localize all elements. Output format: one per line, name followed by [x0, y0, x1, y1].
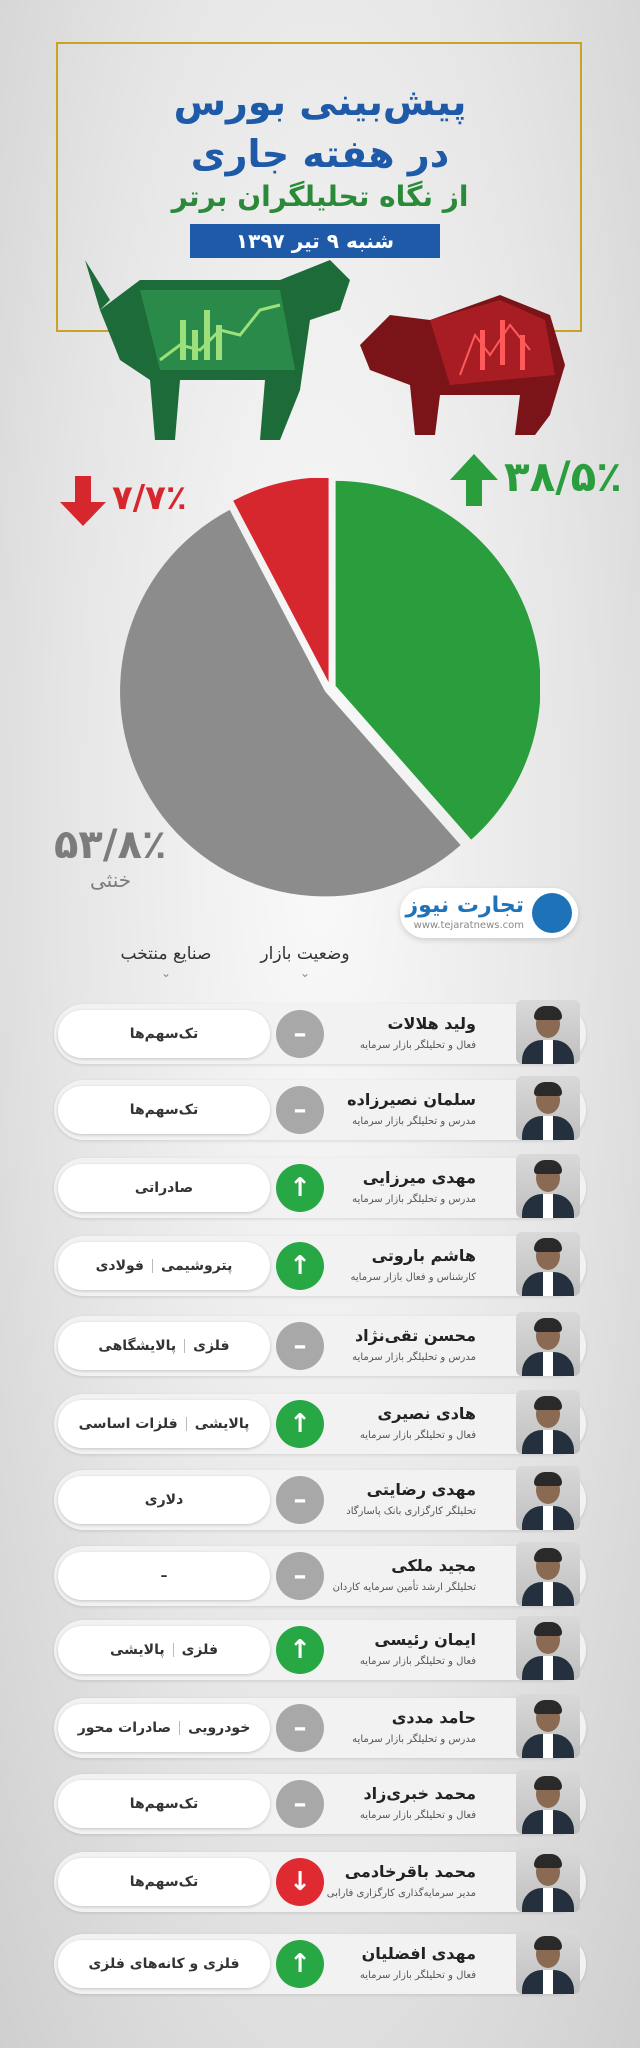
industry-label: فلزات اساسی [78, 1416, 178, 1432]
avatar [516, 1000, 580, 1064]
industry-label: پالایشی [194, 1416, 250, 1432]
arrow-up-icon: ↑ [276, 1940, 324, 1988]
analyst-name: مهدی افضلیان [361, 1944, 476, 1963]
industry-label: صادرات محور [77, 1720, 172, 1736]
chevron-down-icon: ⌄ [299, 966, 311, 980]
analyst-row [54, 1394, 586, 1454]
forecast-pie-chart [120, 478, 540, 898]
industry-label: فولادی [95, 1258, 144, 1274]
arrow-up-icon: ↑ [276, 1400, 324, 1448]
down-arrow-icon [58, 474, 108, 528]
analyst-row [54, 1698, 586, 1758]
avatar [516, 1694, 580, 1758]
tejaratnews-logo[interactable] [400, 888, 578, 938]
industry-label: پالایشگاهی [98, 1338, 177, 1354]
analyst-name: حامد مددی [391, 1708, 476, 1727]
column-header-status-label: وضعیت بازار [260, 944, 350, 964]
column-header-status [225, 944, 385, 980]
analyst-role: مدرس و تحلیلگر بازار سرمایه [352, 1352, 476, 1363]
industries-pill [58, 1858, 270, 1906]
industry-label: – [160, 1568, 168, 1584]
analyst-name: ولید هلالات [387, 1014, 476, 1033]
avatar [516, 1154, 580, 1218]
analyst-role: فعال و تحلیلگر بازار سرمایه [359, 1810, 476, 1821]
column-header-industries-label: صنایع منتخب [120, 944, 212, 964]
avatar [516, 1312, 580, 1376]
analyst-role: تحلیلگر ارشد تأمین سرمایه کاردان [332, 1582, 476, 1593]
industry-label: فلزی و کانه‌های فلزی [88, 1956, 240, 1972]
bull-illustration [80, 250, 360, 440]
minus-icon: – [276, 1010, 324, 1058]
logo-mark-icon [532, 893, 572, 933]
analyst-row [54, 1546, 586, 1606]
analyst-role: فعال و تحلیلگر بازار سرمایه [359, 1970, 476, 1981]
arrow-up-icon: ↑ [276, 1164, 324, 1212]
industry-label: فلزی [181, 1642, 219, 1658]
analyst-row [54, 1934, 586, 1994]
minus-icon: – [276, 1552, 324, 1600]
column-header-industries [86, 944, 246, 980]
industry-label: دلاری [144, 1492, 184, 1508]
arrow-down-icon: ↓ [276, 1858, 324, 1906]
industries-pill [58, 1086, 270, 1134]
pie-label-down: ۷/۷٪ [112, 478, 187, 518]
industry-separator [173, 1643, 174, 1657]
avatar [516, 1076, 580, 1140]
analyst-row [54, 1470, 586, 1530]
industry-label: پالایشی [109, 1642, 165, 1658]
avatar [516, 1232, 580, 1296]
industries-pill [58, 1704, 270, 1752]
industry-separator [184, 1339, 185, 1353]
industries-pill [58, 1400, 270, 1448]
analyst-name: مهدی رضایتی [366, 1480, 476, 1499]
industries-pill [58, 1010, 270, 1058]
date-banner: شنبه ۹ تیر ۱۳۹۷ [190, 224, 440, 258]
minus-icon: – [276, 1322, 324, 1370]
analyst-name: سلمان نصیرزاده [347, 1090, 476, 1109]
analyst-name: هادی نصیری [377, 1404, 476, 1423]
avatar [516, 1390, 580, 1454]
chevron-down-icon: ⌄ [160, 966, 172, 980]
pie-label-up: ۳۸/۵٪ [504, 452, 622, 501]
industry-label: تک‌سهم‌ها [129, 1874, 199, 1890]
industries-pill [58, 1780, 270, 1828]
industry-label: تک‌سهم‌ها [129, 1796, 199, 1812]
pie-label-neutral-name: خنثی [90, 868, 132, 892]
minus-icon: – [276, 1780, 324, 1828]
analyst-row [54, 1158, 586, 1218]
industries-pill [58, 1242, 270, 1290]
minus-icon: – [276, 1086, 324, 1134]
industries-pill [58, 1626, 270, 1674]
industry-label: فلزی [193, 1338, 230, 1354]
logo-name: تجارت نیوز [405, 893, 524, 918]
industries-pill [58, 1476, 270, 1524]
industry-label: صادراتی [134, 1180, 194, 1196]
minus-icon: – [276, 1476, 324, 1524]
analyst-role: مدیر سرمایه‌گذاری کارگزاری فارابی [326, 1888, 476, 1899]
avatar [516, 1930, 580, 1994]
industries-pill [58, 1552, 270, 1600]
analyst-role: فعال و تحلیلگر بازار سرمایه [359, 1040, 476, 1051]
arrow-up-icon: ↑ [276, 1242, 324, 1290]
industry-label: خودرویی [188, 1720, 251, 1736]
minus-icon: – [276, 1704, 324, 1752]
industry-separator [186, 1417, 187, 1431]
avatar [516, 1466, 580, 1530]
analyst-role: مدرس و تحلیلگر بازار سرمایه [352, 1194, 476, 1205]
avatar [516, 1848, 580, 1912]
industries-pill [58, 1164, 270, 1212]
logo-url: www.tejaratnews.com [413, 920, 524, 931]
avatar [516, 1616, 580, 1680]
analyst-row [54, 1316, 586, 1376]
page-title: پیش‌بینی بورس [173, 80, 467, 124]
analyst-role: فعال و تحلیلگر بازار سرمایه [359, 1430, 476, 1441]
analyst-row [54, 1620, 586, 1680]
analyst-row [54, 1004, 586, 1064]
industry-separator [152, 1259, 153, 1273]
page-subtitle: از نگاه تحلیلگران برتر [171, 180, 469, 213]
analyst-row [54, 1774, 586, 1834]
analyst-name: مهدی میرزایی [362, 1168, 476, 1187]
industries-pill [58, 1940, 270, 1988]
analyst-role: تحلیلگر کارگزاری بانک پاسارگاد [346, 1506, 476, 1517]
analyst-name: ایمان رئیسی [374, 1630, 476, 1649]
analyst-row [54, 1236, 586, 1296]
analyst-row [54, 1852, 586, 1912]
industry-label: تک‌سهم‌ها [129, 1102, 199, 1118]
analyst-role: مدرس و تحلیلگر بازار سرمایه [352, 1734, 476, 1745]
analyst-name: هاشم باروتی [371, 1246, 476, 1265]
analyst-role: کارشناس و فعال بازار سرمایه [350, 1272, 476, 1283]
avatar [516, 1542, 580, 1606]
analyst-name: محمد خبری‌زاد [363, 1784, 476, 1803]
bear-illustration [350, 275, 570, 435]
industry-separator [179, 1721, 180, 1735]
arrow-up-icon: ↑ [276, 1626, 324, 1674]
avatar [516, 1770, 580, 1834]
analyst-role: فعال و تحلیلگر بازار سرمایه [359, 1656, 476, 1667]
analyst-row [54, 1080, 586, 1140]
pie-label-neutral: ۵۳/۸٪ [54, 822, 167, 868]
analyst-name: محسن تقی‌نژاد [354, 1326, 476, 1345]
analyst-name: محمد باقرخادمی [344, 1862, 476, 1881]
analyst-role: مدرس و تحلیلگر بازار سرمایه [352, 1116, 476, 1127]
analyst-name: مجید ملکی [391, 1556, 476, 1575]
page-title-line2: در هفته جاری [190, 132, 450, 176]
industry-label: تک‌سهم‌ها [129, 1026, 199, 1042]
industries-pill [58, 1322, 270, 1370]
industry-label: پتروشیمی [160, 1258, 233, 1274]
